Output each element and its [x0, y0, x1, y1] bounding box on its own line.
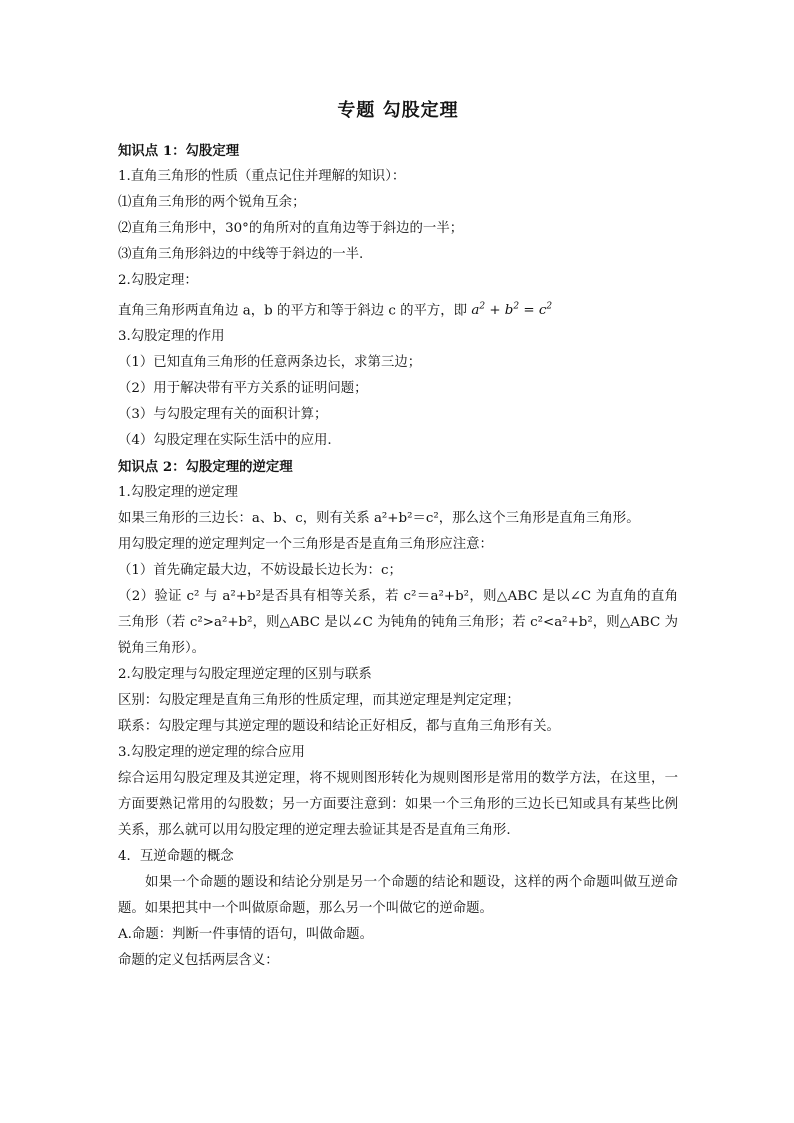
list-item: （2）验证 c² 与 a²+b²是否具有相等关系，若 c²＝a²+b²，则△ABC 是以∠C 为直角的直角三角形（若 c²>a²+b²，则△ABC 是以∠C 为钝角的钝角三角形；若 c²<a²+b²，则△ABC 为锐角三角形）。: [118, 589, 678, 657]
paragraph: 3.勾股定理的逆定理的综合应用: [118, 745, 305, 761]
paragraph: 3.勾股定理的作用: [118, 329, 225, 345]
paragraph: 2.勾股定理：: [118, 273, 198, 288]
paragraph: 2.勾股定理与勾股定理逆定理的区别与联系: [118, 667, 372, 683]
paragraph: 1.直角三角形的性质（重点记住并理解的知识）：: [118, 169, 406, 184]
paragraph: 1.勾股定理的逆定理: [118, 485, 238, 501]
list-item: ⑵直角三角形中，30°的角所对的直角边等于斜边的一半；: [118, 221, 464, 236]
document-page: [118, 96, 678, 974]
paragraph: 4．互逆命题的概念: [118, 849, 234, 865]
list-item: ⑴直角三角形的两个锐角互余；: [118, 195, 306, 210]
paragraph: 如果一个命题的题设和结论分别是另一个命题的结论和题设，这样的两个命题叫做互逆命题。如果把其中一个叫做原命题，那么另一个叫做它的逆命题。: [118, 875, 678, 917]
statement-text: 直角三角形两直角边 a，b 的平方和等于斜边 c 的平方，即: [118, 303, 468, 319]
pythagorean-formula: $a^2 + b^2 = c^2$: [471, 302, 553, 319]
list-item: （2）用于解决带有平方关系的证明问题；: [118, 381, 368, 397]
page-title: 专题 勾股定理: [337, 100, 459, 121]
list-item: （4）勾股定理在实际生活中的应用.: [118, 433, 332, 449]
list-item: ⑶直角三角形斜边的中线等于斜边的一半.: [118, 247, 364, 262]
paragraph: 用勾股定理的逆定理判定一个三角形是否是直角三角形应注意：: [118, 537, 493, 553]
paragraph: A.命题：判断一件事情的语句，叫做命题。: [118, 927, 373, 943]
section-heading-1: 知识点 1：勾股定理: [118, 143, 240, 159]
paragraph: 区别：勾股定理是直角三角形的性质定理，而其逆定理是判定定理；: [118, 693, 520, 709]
paragraph: 如果三角形的三边长：a、b、c，则有关系 a²+b²＝c²，那么这个三角形是直角三角形。: [118, 511, 640, 527]
paragraph: 命题的定义包括两层含义：: [118, 953, 279, 969]
paragraph: 综合运用勾股定理及其逆定理，将不规则图形转化为规则图形是常用的数学方法，在这里，一方面要熟记常用的勾股数；另一方面要注意到：如果一个三角形的三边长已知或具有某些比例关系，那么就可以用勾股定理的逆定理去验证其是否是直角三角形.: [118, 771, 678, 839]
list-item: （3）与勾股定理有关的面积计算；: [118, 407, 328, 423]
pythagorean-statement: [118, 294, 678, 324]
paragraph: 联系：勾股定理与其逆定理的题设和结论正好相反，都与直角三角形有关。: [118, 719, 560, 735]
list-item: （1）首先确定最大边，不妨设最长边长为：c；: [118, 563, 402, 579]
section-heading-2: 知识点 2：勾股定理的逆定理: [118, 459, 293, 476]
list-item: （1）已知直角三角形的任意两条边长，求第三边；: [118, 355, 422, 371]
